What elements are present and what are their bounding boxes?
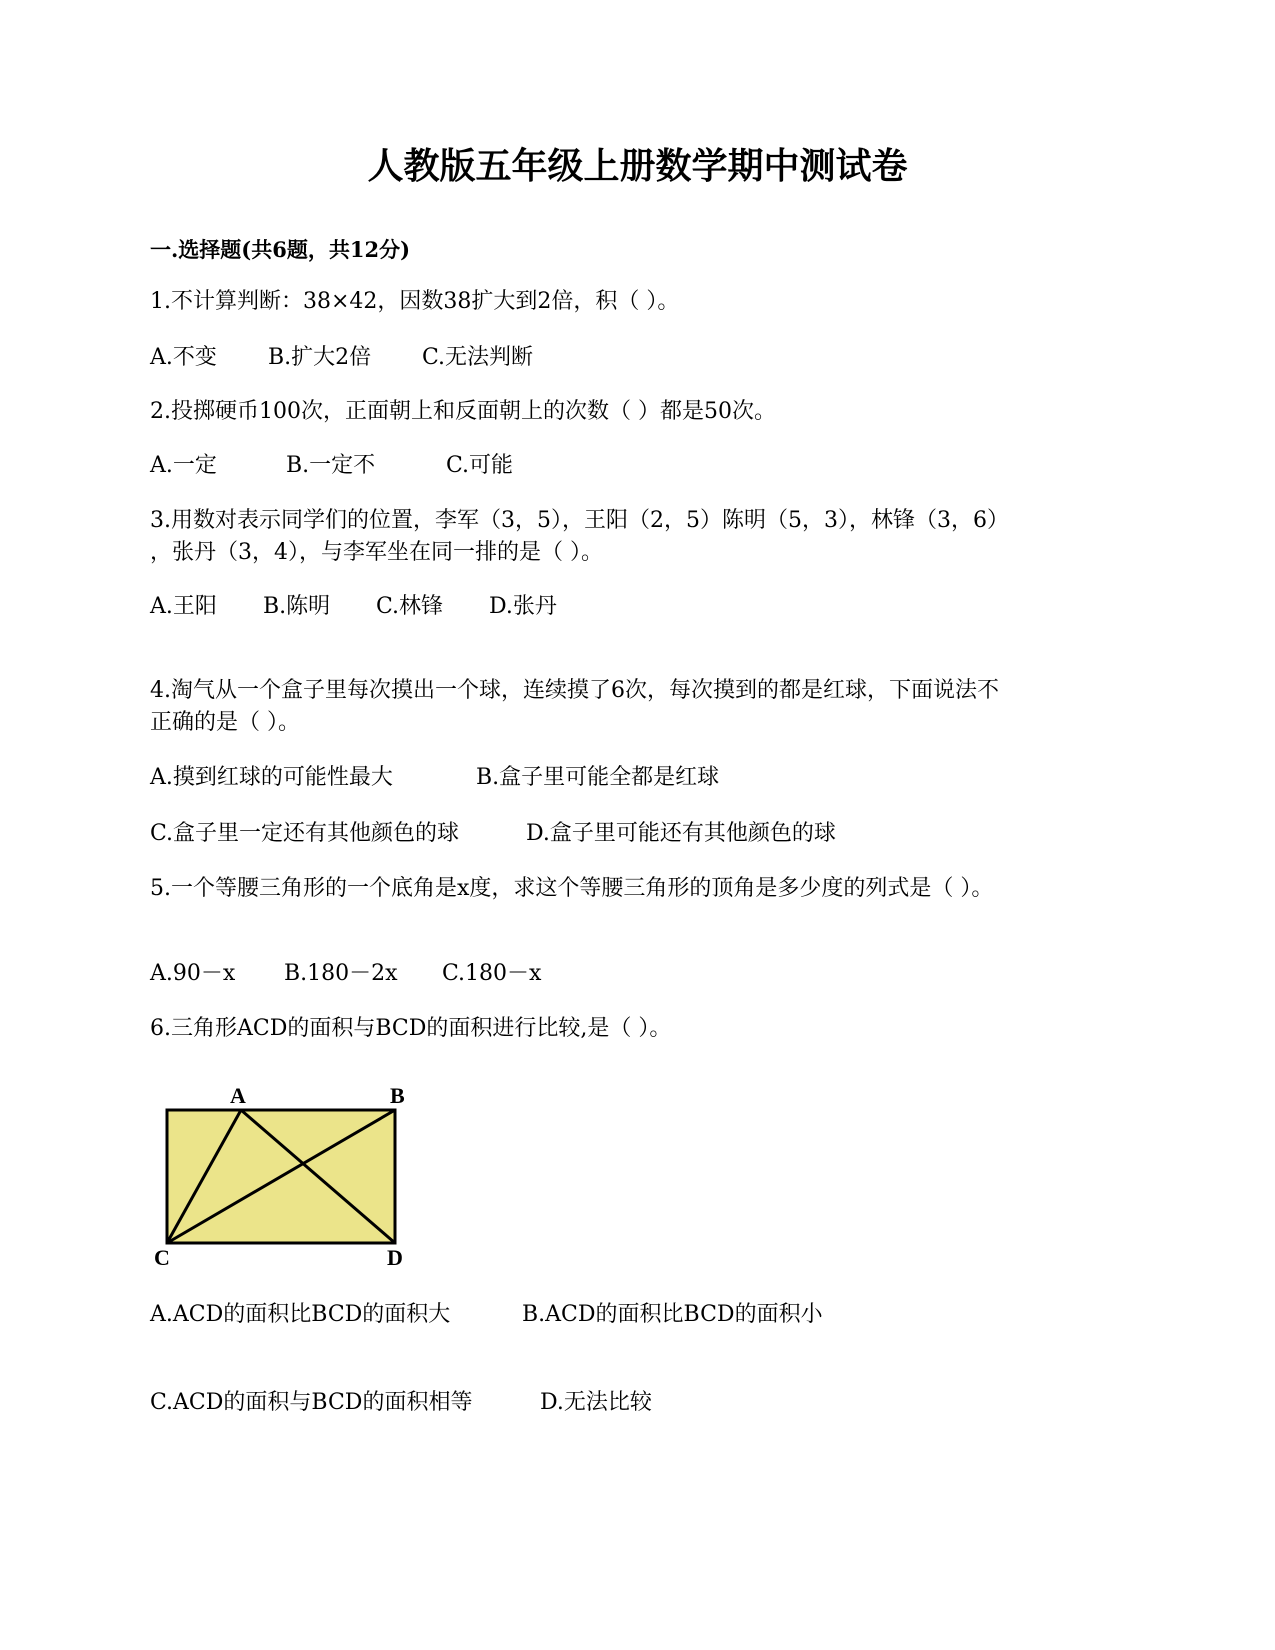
option-a[interactable]: A.王阳	[150, 594, 217, 619]
option-c[interactable]: C.盒子里一定还有其他颜色的球	[150, 821, 460, 846]
question-5-stem: 5.一个等腰三角形的一个底角是x度，求这个等腰三角形的顶角是多少度的列式是（ ）。	[150, 876, 994, 901]
question-6-options-row-1	[150, 1300, 823, 1330]
question-2-options	[150, 451, 513, 481]
section-title: 一.选择题(共6题，共12分)	[150, 237, 411, 262]
option-a[interactable]: A.ACD的面积比BCD的面积大	[150, 1302, 451, 1327]
question-4-options-row-2	[150, 819, 836, 849]
option-c[interactable]: C.林锋	[376, 594, 444, 619]
question-5-options	[150, 959, 541, 989]
question-6-stem: 6.三角形ACD的面积与BCD的面积进行比较,是（ ）。	[150, 1016, 672, 1041]
option-d[interactable]: D.张丹	[489, 594, 557, 619]
question-4-stem-line-1: 4.淘气从一个盒子里每次摸出一个球，连续摸了6次，每次摸到的都是红球，下面说法不	[150, 678, 999, 703]
option-b[interactable]: B.ACD的面积比BCD的面积小	[522, 1302, 823, 1327]
vertex-label-b: B	[390, 1083, 405, 1108]
option-a[interactable]: A.一定	[150, 453, 217, 478]
question-1-stem: 1.不计算判断：38×42，因数38扩大到2倍，积（ ）。	[150, 289, 680, 314]
option-c[interactable]: C.可能	[446, 453, 514, 478]
rectangle-diagram-svg	[150, 1082, 420, 1267]
option-b[interactable]: B.180－2x	[284, 961, 398, 986]
question-1-options	[150, 343, 533, 373]
question-3-stem-line-2: ，张丹（3，4），与李军坐在同一排的是（ ）。	[150, 540, 603, 565]
option-c[interactable]: C.无法判断	[422, 345, 534, 370]
question-4-stem-line-2: 正确的是（ ）。	[150, 710, 300, 735]
option-b[interactable]: B.盒子里可能全都是红球	[476, 765, 720, 790]
vertex-label-c: C	[154, 1245, 170, 1267]
vertex-label-d: D	[387, 1245, 403, 1267]
option-a[interactable]: A.90－x	[150, 961, 236, 986]
option-c[interactable]: C.ACD的面积与BCD的面积相等	[150, 1390, 473, 1415]
question-3-options	[150, 592, 557, 622]
option-a[interactable]: A.不变	[150, 345, 217, 370]
question-6-options-row-2	[150, 1388, 652, 1418]
question-3-stem-line-1: 3.用数对表示同学们的位置，李军（3，5），王阳（2，5）陈明（5，3），林锋（3，6）	[150, 508, 1009, 533]
option-b[interactable]: B.一定不	[286, 453, 376, 478]
question-2-stem: 2.投掷硬币100次，正面朝上和反面朝上的次数（ ）都是50次。	[150, 399, 776, 424]
option-d[interactable]: D.无法比较	[540, 1390, 652, 1415]
option-b[interactable]: B.扩大2倍	[268, 345, 372, 370]
option-c[interactable]: C.180－x	[442, 961, 542, 986]
vertex-label-a: A	[230, 1083, 246, 1108]
option-a[interactable]: A.摸到红球的可能性最大	[150, 765, 393, 790]
question-4-options-row-1	[150, 763, 719, 793]
option-b[interactable]: B.陈明	[263, 594, 331, 619]
option-d[interactable]: D.盒子里可能还有其他颜色的球	[526, 821, 836, 846]
page-title: 人教版五年级上册数学期中测试卷	[367, 145, 908, 187]
rectangle-diagram	[150, 1082, 420, 1267]
